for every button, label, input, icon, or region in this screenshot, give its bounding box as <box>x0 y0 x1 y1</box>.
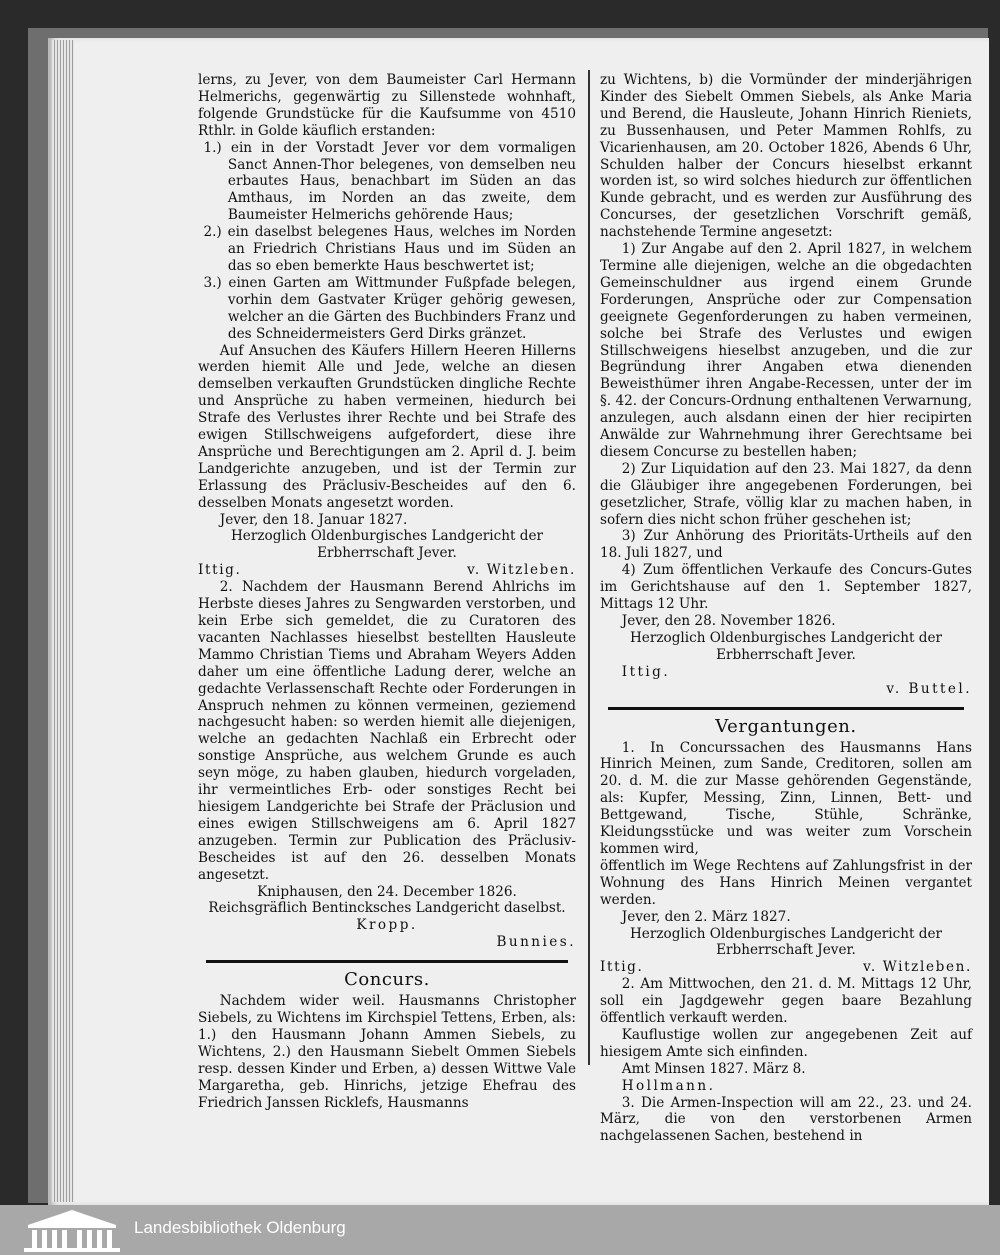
notice-1-date: Jever, den 18. Januar 1827. <box>219 511 408 528</box>
vergantung-1-date: Jever, den 2. März 1827. <box>621 908 791 925</box>
concurs-signature-2: v. Buttel. <box>886 680 972 697</box>
section-separator <box>608 707 964 710</box>
signature-right: v. Witzleben. <box>863 959 972 976</box>
notice-1-signatures <box>198 562 576 579</box>
signature-left: Ittig. <box>198 562 242 579</box>
vergantungen-heading: Vergantungen. <box>715 715 857 737</box>
notice-2-signature-2: Bunnies. <box>496 934 576 951</box>
concurs-text-cont: zu Wichtens, b) die Vormünder der minderjährigen Kinder des Siebelt Ommen Siebels, als Anke Maria und Berend, die Hausleute, Johann Hinrich Rieniets, zu Bussenhausen, und Peter Mammen Rohlfs, zu Vicarienhausen, am 20. October 1826, Abends 6 Uhr, Schulden halber der Concurs hieselbst erkannt worden ist, so wird solches hiedurch zur öffentlichen Kunde gebracht, und es werden zur Ausführung des Concurses, der gesetzlichen Vorschrift gemäß, nachstehende Termine angesetzt: <box>600 72 972 241</box>
notice-1-item-3: 3.) einen Garten am Wittmunder Fußpfade belegen, vorhin dem Gastvater Krüger gehörig gewesen, welcher an die Gärten des Buchbinders Franz und des Schneidermeisters Gerd Dirks gränzet. <box>203 274 576 342</box>
column-divider <box>588 70 590 1065</box>
vergantung-1-text: 1. In Concurssachen des Hausmanns Hans Hinrich Meinen, zum Sande, Creditoren, sollen am 20. d. M. die zur Masse gehörenden Gegenstände, als: Kupfer, Messing, Zinn, Linnen, Bett- und Bettgewand, Tische, Stühle, Schränke, Kleidungsstücke und was weiter zum Vorschein kommen wird, <box>600 739 972 857</box>
concurs-date: Jever, den 28. November 1826. <box>621 613 836 629</box>
concurs-heading: Concurs. <box>344 969 430 991</box>
notice-1-summons: Auf Ansuchen des Käufers Hillern Heeren Hillerns werden hiemit Alle und Jede, welche an diesen demselben verkauften Grundstücken dingliche Rechte und Ansprüche zu haben vermeinen, hiedurch bei Strafe des Verlustes ihrer Rechte und bei Strafe des ewigen Stillschweigens aufgefordert, diese ihre Ansprüche und Berechtigungen am 2. April d. J. beim Landgerichte anzugeben, und ist der Termin zur Erlassung des Präclusiv-Bescheides auf den 6. desselben Monats angesetzt worden. <box>198 342 576 511</box>
vergantung-1-signatures <box>600 959 972 976</box>
notice-2-court: Reichsgräflich Bentincksches Landgericht daselbst. <box>208 900 566 917</box>
signature-left: Ittig. <box>600 959 644 976</box>
notice-1-item-2: 2.) ein daselbst belegenes Haus, welches im Norden an Friedrich Christians Haus und im Süden an das so eben bemerkte Haus beschwertet ist; <box>203 224 576 274</box>
concurs-term-4: 4) Zum öffentlichen Verkaufe des Concurs-Gutes im Gerichtshause auf den 1. September 1827, Mittags 12 Uhr. <box>600 562 972 613</box>
vergantung-2-signature: Hollmann. <box>621 1077 716 1094</box>
notice-2-text: 2. Nachdem der Hausmann Berend Ahlrichs im Herbste dieses Jahres zu Sengwarden verstorben, und kein Erbe sich gemeldet, die zu Curatoren des vacanten Nachlasses hieselbst bestellten Hausleute Mammo Christian Tiems und Abraham Weyers Adden daher um eine öffentliche Ladung derer, welche an gedachte Verlassenschaft Rechte oder Forderungen in Anspruch nehmen zu können vermeinen, geziemend nachgesucht haben: so werden hiemit alle diejenigen, welche an gedachten Nachlaß ein Erbrecht oder sonstige Ansprüche, aus welchem Grunde es auch seyn möge, zu haben glauben, hiedurch vorgeladen, ihr vermeintliches Erb- oder sonstiges Recht bei hiesigem Landgerichte bei Strafe der Präclusion und eines ewigen Stillschweigens am 6. April 1827 anzugeben. Termin zur Publication des Präclusiv-Bescheides ist auf den 26. desselben Monats angesetzt. <box>198 579 576 883</box>
notice-2-place-date: Kniphausen, den 24. December 1826. <box>257 883 517 900</box>
vergantung-1-text-cont: öffentlich im Wege Rechtens auf Zahlungsfrist in der Wohnung des Hans Hinrich Meinen vergantet werden. <box>600 857 972 908</box>
vergantung-2-buyers: Kauflustige wollen zur angegebenen Zeit auf hiesigem Amte sich einfinden. <box>600 1026 972 1060</box>
vergantung-3-text: 3. Die Armen-Inspection will am 22., 23. und 24. März, die von den verstorbenen Armen nachgelassenen Sachen, bestehend in <box>600 1094 972 1145</box>
vergantung-2-text: 2. Am Mittwochen, den 21. d. M. Mittags 12 Uhr, soll ein Jagdgewehr gegen baare Bezahlung öffentlich verkauft werden. <box>600 976 972 1027</box>
notice-2-signature-1: Kropp. <box>356 917 418 934</box>
left-column <box>198 72 576 1111</box>
library-building-logo-icon <box>20 1207 124 1253</box>
section-separator <box>206 960 568 963</box>
vergantung-1-court: Herzoglich Oldenburgisches Landgericht der Erbherrschaft Jever. <box>629 925 943 959</box>
vergantung-2-date: Amt Minsen 1827. März 8. <box>621 1060 806 1077</box>
concurs-term-3: 3) Zur Anhörung des Prioritäts-Urtheils auf den 18. Juli 1827, und <box>600 528 972 562</box>
concurs-term-2: 2) Zur Liquidation auf den 23. Mai 1827, da denn die Gläubiger ihre angegebenen Forderungen, bei gesetzlicher, Strafe, völlig klar zu machen haben, in sofern dies nicht schon früher geschehen ist; <box>600 460 972 528</box>
signature-right: v. Witzleben. <box>467 562 576 579</box>
page-stack-edge <box>52 40 74 1202</box>
concurs-signature-1: Ittig. <box>621 663 671 680</box>
concurs-court: Herzoglich Oldenburgisches Landgericht der Erbherrschaft Jever. <box>629 629 943 663</box>
notice-1-item-1: 1.) ein in der Vorstadt Jever vor dem vormaligen Sanct Annen-Thor belegenes, von demselben neu erbautes Haus, benachbart im Süden an das Amthaus, im Norden an das zweite, dem Baumeister Helmerichs gehörende Haus; <box>203 139 576 224</box>
notice-1-court: Herzoglich Oldenburgisches Landgericht der Erbherrschaft Jever. <box>230 528 544 562</box>
notice-1-text: lerns, zu Jever, von dem Baumeister Carl Hermann Helmerichs, gegenwärtig zu Sillenstede wohnhaft, folgende Grundstücke für die Kaufsumme von 4510 Rthlr. in Golde käuflich erstanden: <box>198 72 576 139</box>
concurs-term-1: 1) Zur Angabe auf den 2. April 1827, in welchem Termine alle diejenigen, welche an die obgedachten Gemeinschuldner aus irgend einem Grunde Forderungen, Ansprüche oder zur Compensation geeignete Gegenforderungen zu haben vermeinen, solche bei Strafe des Verlustes und ewigen Stillschweigens hieselbst anzugeben, und die zur Begründung ihrer Angaben etwa dienenden Beweisthümer ihren Angabe-Recessen, unter der im §. 42. der Concurs-Ordnung enthaltenen Verwarnung, anzulegen, auch alsdann einen der hier recipirten Anwälde zur Wahrnehmung ihrer Gerechtsame bei diesem Concurse zu bestellen haben; <box>600 241 972 460</box>
concurs-text-start: Nachdem wider weil. Hausmanns Christopher Siebels, zu Wichtens im Kirchspiel Tettens, Erben, als: 1.) den Hausmann Johann Ammen Siebels, zu Wichtens, 2.) den Hausmann Siebelt Ommen Siebels resp. dessen Kinder und Erben, a) dessen Wittwe Vale Margaretha, geb. Hinrichs, jetzige Ehefrau des Friedrich Janssen Ricklefs, Hausmanns <box>198 993 576 1111</box>
library-name: Landesbibliothek Oldenburg <box>134 1218 346 1237</box>
right-column <box>600 72 972 1145</box>
